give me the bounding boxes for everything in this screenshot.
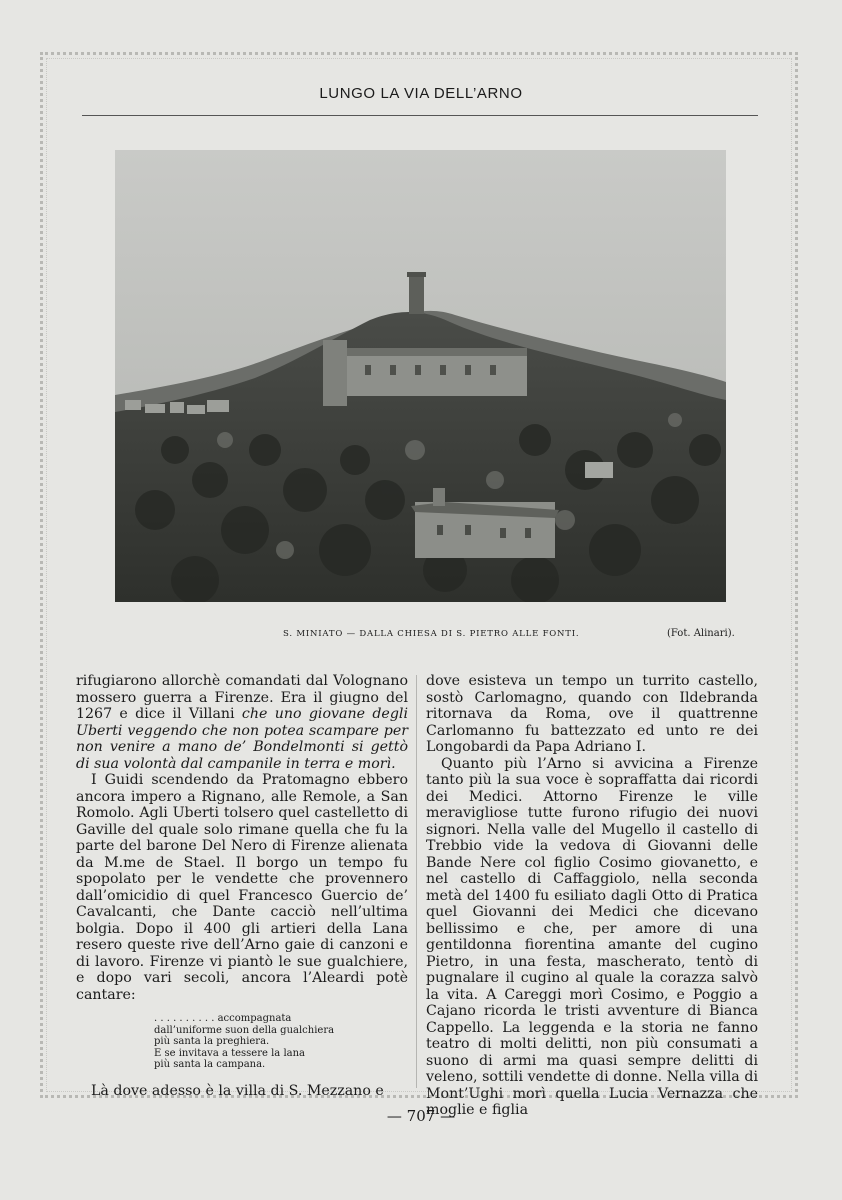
photo-credit: (Fot. Alinari).	[667, 628, 735, 639]
photo-illustration	[115, 150, 726, 602]
column-divider	[416, 675, 417, 1088]
right-column	[426, 673, 758, 1119]
page-number: — 707 —	[386, 1107, 456, 1125]
paragraph: Quanto più l’Arno si avvicina a Firenze tanto più la sua voce è sopraffatta dai ricordi dei Medici. Attorno Firenze le ville meravigliose tutte furono rifugio dei nuovi signori. Nella valle del Mugello il castello di Trebbio vide la vedova di Giovanni delle Bande Nere col figlio Cosimo giovanetto, e nel castello di Caffaggiolo, nella seconda metà del 1400 fu esiliato dagli Otto di Pratica quel Giovanni dei Medici che dicevano bellissimo e che, per amore di una gentildonna fiorentina amante del cugino Pietro, in una festa, mascherato, tentò di pugnalare il cugino al quale la corazza salvò la vita. A Careggi morì Cosimo, e Poggio a Cajano ricorda le tristi avventure di Bianca Cappello. La leggenda e la storia ne fanno teatro di molti delitti, non più consumati a suono di armi ma quasi sempre delitti di veleno, sottili vendette di donne. Nella villa di Mont’Ughi morì quella Lucia Vernazza che moglie e figlia	[426, 755, 758, 1118]
verse-quote	[154, 1013, 408, 1071]
verse-line: più santa la preghiera.	[154, 1036, 270, 1047]
paragraph: dove esisteva un tempo un turrito castello, sostò Carlomagno, quando con Ildebranda ritornava da Roma, ove il quattrenne Carlomanno fu battezzato ed unto re dei Longobardi da Papa Adriano I.	[426, 673, 758, 755]
verse-line: dall’uniforme suon della gualchiera	[154, 1024, 335, 1036]
photograph	[115, 150, 726, 602]
paragraph-text: rifugiarono allorchè comandati dal Volognano mossero guerra a Firenze. Era il giugno del 1267 e dice il Villani	[76, 673, 408, 722]
photo-caption: S. MINIATO — DALLA CHIESA DI S. PIETRO ALLE FONTI.	[283, 629, 580, 639]
verse-line: . . . . . . . . . . accompagnata	[154, 1013, 292, 1024]
paragraph	[76, 673, 408, 772]
running-head: LUNGO LA VIA DELL’ARNO	[319, 85, 523, 102]
verse-line: più santa la campana.	[154, 1059, 266, 1070]
paragraph: I Guidi scendendo da Pratomagno ebbero ancora impero a Rignano, alle Remole, a San Romolo. Agli Uberti tolsero quel castelletto di Gaville del quale solo rimane quella che fu la parte del barone Del Nero di Firenze alienata da M.me de Stael. Il borgo un tempo fu spopolato per le vendette che provennero dall’omicidio di quel Francesco Guercio de’ Cavalcanti, che Dante cacciò nell’ultima bolgia. Dopo il 400 gli artieri della Lana resero queste rive dell’Arno gaie di canzoni e di lavoro. Firenze vi piantò le sue gualchiere, e dopo vari secoli, ancora l’Aleardi potè cantare:	[76, 772, 408, 1003]
header-rule	[82, 115, 758, 116]
quotation-italic: che uno giovane degli Uberti veggendo che non potea scampare per non venire a mano de’ Bondelmonti si gettò di sua volontà dal campanile in terra e morì.	[76, 706, 408, 772]
paragraph: Là dove adesso è la villa di S. Mezzano e	[91, 1082, 384, 1099]
left-column	[76, 673, 408, 1099]
verse-line: E se invitava a tessere la lana	[154, 1047, 306, 1059]
